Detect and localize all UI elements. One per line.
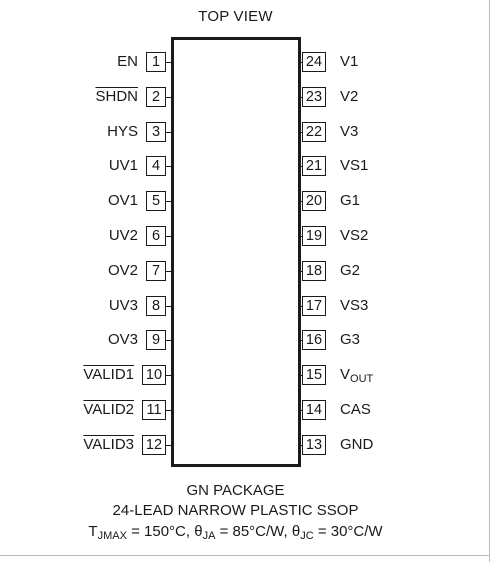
pin-name-left: UV1 — [108, 157, 138, 174]
theta-ja-subscript: JA — [202, 530, 216, 542]
pin-number-box: 12 — [142, 435, 166, 455]
theta-ja-value: = 85°C/W, — [215, 523, 292, 540]
pin-name-left: OV3 — [107, 331, 138, 348]
pin-name-text: VS1 — [340, 157, 369, 174]
pin-lead — [166, 166, 171, 167]
pin-number-box: 3 — [146, 122, 166, 142]
pin-number-box: 19 — [302, 226, 326, 246]
pin-name-right — [340, 297, 368, 315]
theta-jc-value: = 30°C/W — [313, 523, 383, 540]
pin-name-left: VALID1 — [83, 366, 134, 383]
pin-number-box: 14 — [302, 400, 326, 420]
pin-lead — [166, 132, 171, 133]
pin-name-text: V1 — [340, 53, 359, 70]
pin-name-text: V2 — [340, 88, 359, 105]
pin-name-right — [340, 88, 358, 106]
pin-name-left: SHDN — [95, 88, 138, 105]
pin-name-text: G3 — [340, 331, 361, 348]
pin-number-box: 5 — [146, 191, 166, 211]
pin-number-box: 21 — [302, 156, 326, 176]
pin-number-box: 11 — [142, 400, 166, 420]
frame-bottom-rule — [0, 555, 490, 556]
pin-lead — [166, 97, 171, 98]
pin-name-right — [340, 123, 358, 141]
pin-number-box: 2 — [146, 87, 166, 107]
pin-number-box: 17 — [302, 296, 326, 316]
pin-name-text: G1 — [340, 192, 361, 209]
pin-name-right — [340, 227, 368, 245]
pin-number-box: 4 — [146, 156, 166, 176]
package-description: 24-LEAD NARROW PLASTIC SSOP — [112, 502, 359, 519]
pin-lead — [166, 306, 171, 307]
package-name: GN PACKAGE — [186, 482, 285, 499]
pin-name-right — [340, 192, 360, 210]
pin-name-left: HYS — [107, 123, 138, 140]
frame-right-rule — [489, 0, 490, 562]
pin-lead — [166, 445, 171, 446]
pin-number-box: 7 — [146, 261, 166, 281]
pin-lead — [166, 62, 171, 63]
tjmax-subscript: JMAX — [97, 530, 127, 542]
pin-name-left: OV1 — [107, 192, 138, 209]
pin-name-left: VALID2 — [83, 401, 134, 418]
pin-number-box: 8 — [146, 296, 166, 316]
pin-name-text: V3 — [340, 123, 359, 140]
pin-name-text: GND — [340, 436, 374, 453]
pin-lead — [166, 340, 171, 341]
theta-jc-symbol: θ — [291, 523, 301, 540]
pin-name-text: VS2 — [340, 227, 369, 244]
pin-name-text: VS3 — [340, 297, 369, 314]
pin-number-box: 9 — [146, 330, 166, 350]
pin-name-subscript: OUT — [350, 373, 374, 385]
pin-number-box: 10 — [142, 365, 166, 385]
pin-lead — [166, 375, 171, 376]
pin-lead — [166, 201, 171, 202]
pin-number-box: 18 — [302, 261, 326, 281]
tjmax-value: = 150°C, — [126, 523, 195, 540]
pin-number-box: 15 — [302, 365, 326, 385]
pin-number-box: 24 — [302, 52, 326, 72]
top-view-label: TOP VIEW — [198, 8, 273, 25]
pin-name-right — [340, 436, 373, 454]
thermal-specs — [0, 523, 471, 540]
pin-name-right — [340, 157, 368, 175]
pin-name-left: UV3 — [108, 297, 138, 314]
pin-name-right — [340, 53, 358, 71]
pin-name-left: OV2 — [107, 262, 138, 279]
pin-name-right — [340, 331, 360, 349]
pin-name-text: G2 — [340, 262, 361, 279]
theta-jc-subscript: JC — [300, 530, 314, 542]
ic-package-body — [171, 37, 301, 467]
pin-name-right — [340, 401, 371, 419]
pin-number-box: 23 — [302, 87, 326, 107]
pin-name-right — [340, 366, 373, 385]
tjmax-symbol: T — [88, 523, 98, 540]
pin-lead — [166, 410, 171, 411]
pin-name-left: VALID3 — [83, 436, 134, 453]
pin-number-box: 20 — [302, 191, 326, 211]
pin-lead — [166, 236, 171, 237]
pin-number-box: 16 — [302, 330, 326, 350]
pin-name-text: CAS — [340, 401, 371, 418]
theta-ja-symbol: θ — [194, 523, 203, 540]
pin-lead — [166, 271, 171, 272]
pin-name-left: UV2 — [108, 227, 138, 244]
pin-number-box: 13 — [302, 435, 326, 455]
pin-name-left: EN — [117, 53, 138, 70]
pin-number-box: 1 — [146, 52, 166, 72]
pin-name-right — [340, 262, 360, 280]
pin-name-text: V — [340, 366, 351, 383]
pin-number-box: 22 — [302, 122, 326, 142]
pin-number-box: 6 — [146, 226, 166, 246]
